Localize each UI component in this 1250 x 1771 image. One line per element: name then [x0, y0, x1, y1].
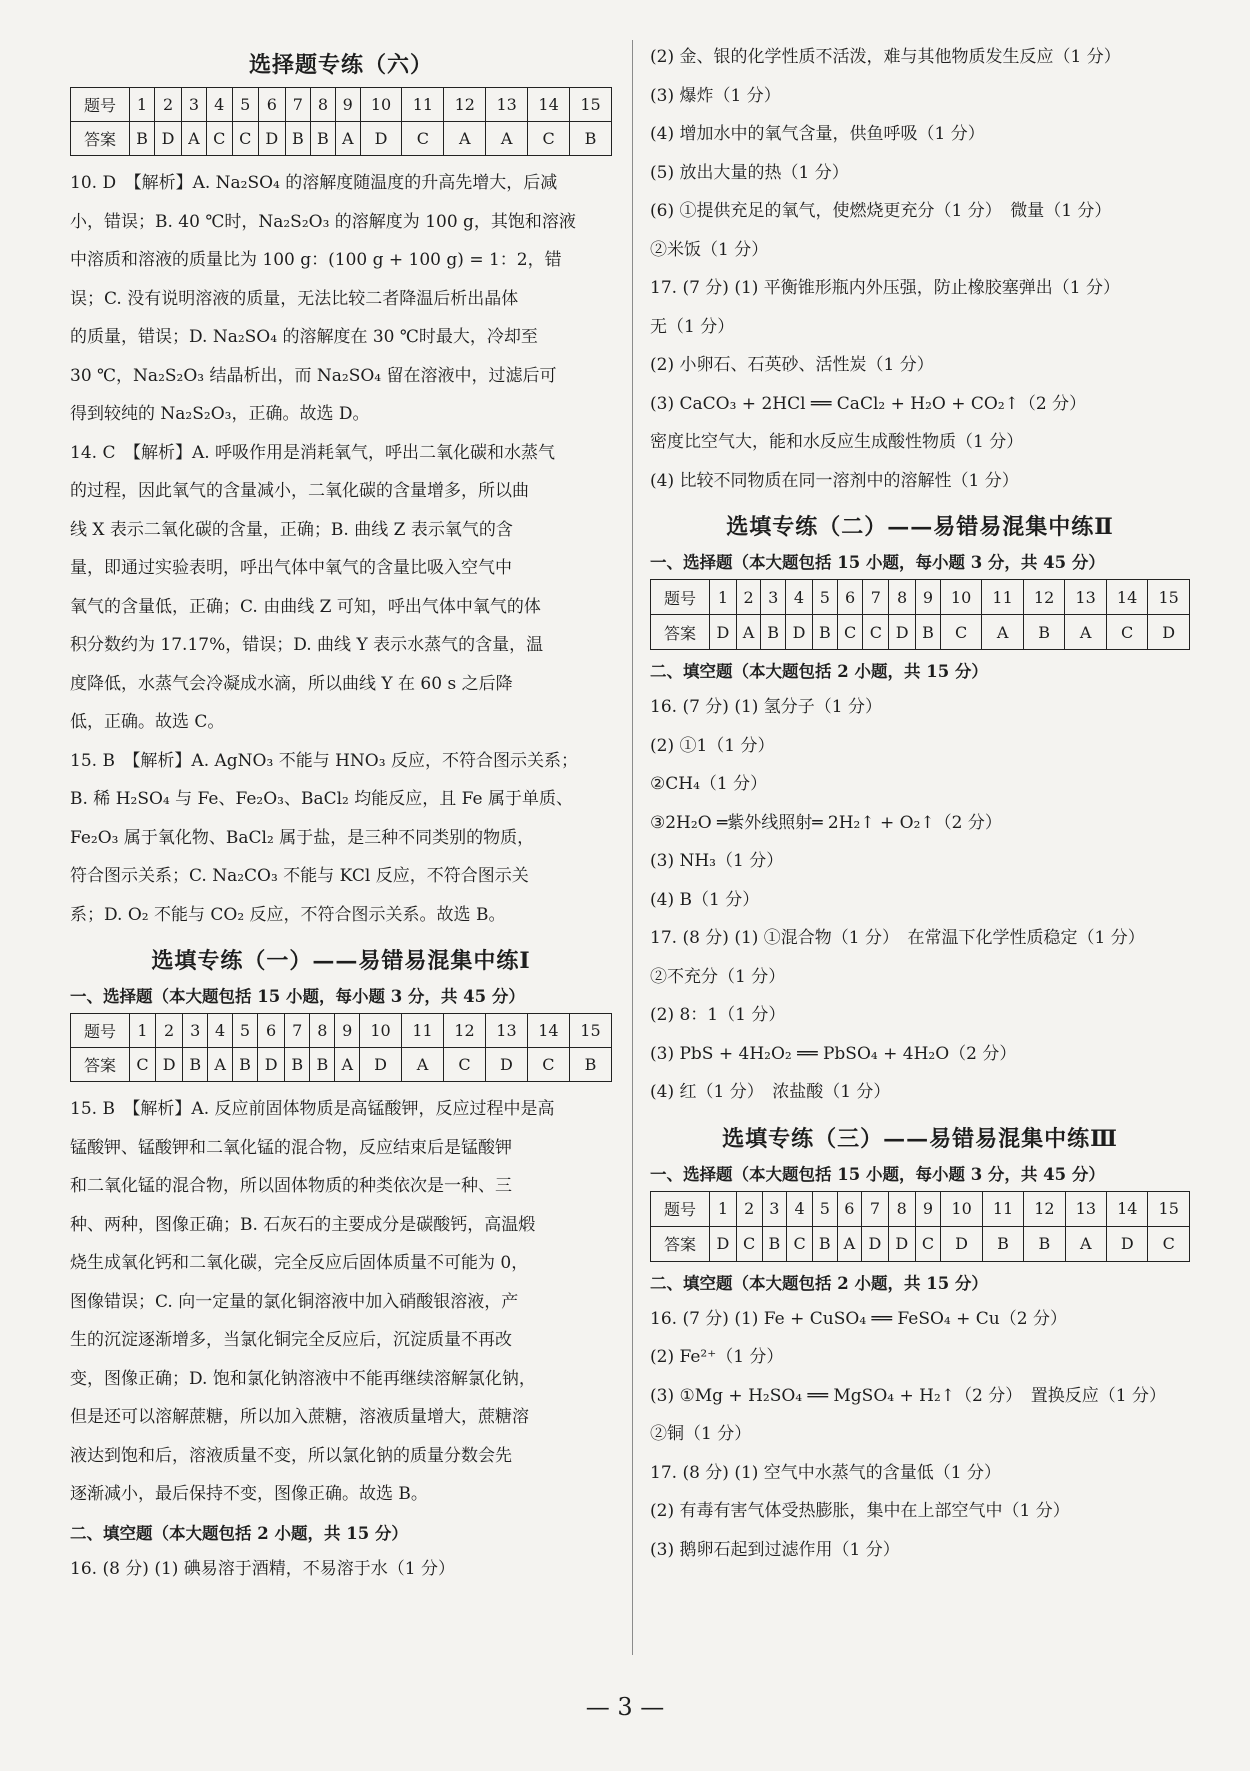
text-line: 低，正确。故选 C。 [70, 712, 225, 732]
answer-cell: B [183, 1048, 208, 1082]
text-line: ②米饭（1 分） [650, 239, 769, 260]
answer-cell: B [761, 615, 786, 650]
answer-cell: D [155, 122, 182, 156]
answer-cell: B [232, 1048, 257, 1082]
question-number-cell: 15 [1148, 1191, 1190, 1226]
answer-cell: D [710, 1226, 737, 1261]
text-line: 小，错误；B. 40 ℃时，Na₂S₂O₃ 的溶解度为 100 g，其饱和溶液 [70, 211, 576, 232]
table-row-answers [651, 1226, 1190, 1261]
text-line: 变，图像正确；D. 饱和氯化钠溶液中不能再继续溶解氯化钠， [70, 1368, 536, 1389]
answer-cell: B [569, 1048, 611, 1082]
answer-cell: A [182, 122, 207, 156]
question-number-cell: 4 [208, 1014, 233, 1048]
question-number-cell: 6 [258, 1014, 285, 1048]
text-line: (2) 金、银的化学性质不活泼，难与其他物质发生反应（1 分） [650, 47, 1121, 67]
text-line: (4) 比较不同物质在同一溶剂中的溶解性（1 分） [650, 470, 1019, 491]
answer-cell: B [570, 122, 612, 156]
question-number-cell: 3 [762, 1191, 787, 1226]
answer-cell: D [156, 1048, 183, 1082]
question-number-cell: 12 [444, 1014, 486, 1048]
question-number-cell: 5 [232, 88, 258, 122]
answer-cell: D [786, 615, 813, 650]
text-line: 10. D 【解析】A. Na₂SO₄ 的溶解度随温度的升高先增大，后减 [70, 173, 558, 193]
question-number-cell: 1 [130, 88, 155, 122]
text-line: (2) 有毒有害气体受热膨胀，集中在上部空气中（1 分） [650, 1501, 1070, 1521]
question-number-cell: 13 [1065, 1191, 1106, 1226]
question-number-cell: 7 [285, 1014, 310, 1048]
question-number-cell: 10 [940, 580, 982, 615]
table-label: 题号 [651, 1191, 710, 1226]
question-number-cell: 7 [862, 1191, 889, 1226]
question-number-cell: 13 [1065, 580, 1107, 615]
question-number-cell: 8 [310, 88, 335, 122]
question-number-cell: 1 [710, 1191, 737, 1226]
text-line: Fe₂O₃ 属于氧化物、BaCl₂ 属于盐，是三种不同类别的物质， [70, 827, 535, 848]
question-number-cell: 15 [569, 1014, 611, 1048]
question-number-cell: 3 [183, 1014, 208, 1048]
text-line: 17. (8 分) (1) 空气中水蒸气的含量低（1 分） [650, 1462, 1002, 1483]
answer-cell: B [1023, 615, 1065, 650]
question-number-cell: 3 [761, 580, 786, 615]
text-line: 30 ℃，Na₂S₂O₃ 结晶析出，而 Na₂SO₄ 留在溶液中，过滤后可 [70, 365, 557, 386]
text-line: 无（1 分） [650, 316, 735, 337]
question-number-cell: 11 [402, 88, 444, 122]
text-line: 度降低，水蒸气会冷凝成水滴，所以曲线 Y 在 60 s 之后降 [70, 673, 513, 694]
answer-cell: A [335, 122, 360, 156]
text-line: 15. B 【解析】A. AgNO₃ 不能与 HNO₃ 反应，不符合图示关系； [70, 750, 578, 771]
question-number-cell: 4 [206, 88, 232, 122]
text-line: (2) Fe²⁺（1 分） [650, 1347, 784, 1367]
table-row-numbers [651, 580, 1190, 615]
answer-cell: D [1148, 615, 1190, 650]
answers-block-2 [650, 688, 1190, 1112]
question-number-cell: 10 [360, 1014, 402, 1048]
answer-cell: A [402, 1048, 444, 1082]
text-line: 15. B 【解析】A. 反应前固体物质是高锰酸钾，反应过程中是高 [70, 1099, 555, 1119]
answer-cell: D [258, 1048, 285, 1082]
text-line: 密度比空气大，能和水反应生成酸性物质（1 分） [650, 432, 1024, 452]
text-line: 17. (8 分) (1) ①混合物（1 分） 在常温下化学性质稳定（1 分） [650, 928, 1145, 948]
question-number-cell: 9 [335, 88, 360, 122]
question-number-cell: 8 [888, 1191, 915, 1226]
section-heading-choice: 一、选择题（本大题包括 15 小题，每小题 3 分，共 45 分） [650, 1164, 1105, 1184]
text-line: 16. (7 分) (1) 氢分子（1 分） [650, 697, 883, 717]
question-number-cell: 11 [982, 580, 1024, 615]
answer-cell: C [1148, 1226, 1190, 1261]
question-number-cell: 5 [812, 580, 837, 615]
q16-answer: 16. (8 分) (1) 碘易溶于酒精，不易溶于水（1 分） [70, 1558, 456, 1579]
answer-cell: D [710, 615, 737, 650]
question-number-cell: 14 [1107, 1191, 1148, 1226]
table-label: 答案 [651, 1226, 710, 1261]
question-number-cell: 12 [1024, 1191, 1065, 1226]
question-number-cell: 11 [982, 1191, 1023, 1226]
answer-cell: B [1024, 1226, 1065, 1261]
answer-cell: A [208, 1048, 233, 1082]
question-number-cell: 9 [335, 1014, 360, 1048]
question-number-cell: 14 [1106, 580, 1148, 615]
question-number-cell: 6 [837, 580, 863, 615]
question-number-cell: 2 [736, 1191, 762, 1226]
section-title-practice-3: 选填专练（三）——易错易混集中练Ⅲ [722, 1125, 1118, 1152]
text-line: (2) ①1（1 分） [650, 735, 775, 756]
text-line: (2) 小卵石、石英砂、活性炭（1 分） [650, 355, 934, 375]
question-number-cell: 11 [402, 1014, 444, 1048]
text-line: 氧气的含量低，正确；C. 由曲线 Z 可知，呼出气体中氧气的体 [70, 596, 541, 617]
answer-cell: C [787, 1226, 813, 1261]
column-divider [632, 40, 633, 1655]
text-line: (3) 爆炸（1 分） [650, 85, 781, 106]
text-line: 烧生成氧化钙和二氧化碳，完全反应后固体质量不可能为 0， [70, 1253, 529, 1273]
q15-explanation [70, 742, 612, 935]
answer-cell: A [982, 615, 1024, 650]
answer-table-4 [650, 1191, 1190, 1262]
answer-cell: C [206, 122, 232, 156]
q14-explanation [70, 434, 612, 742]
text-line: 和二氧化锰的混合物，所以固体物质的种类依次是一种、三 [70, 1176, 512, 1196]
question-number-cell: 15 [570, 88, 612, 122]
question-number-cell: 10 [941, 1191, 982, 1226]
text-line: 符合图示关系；C. Na₂CO₃ 不能与 KCl 反应，不符合图示关 [70, 866, 529, 886]
answer-cell: B [310, 1048, 335, 1082]
answer-cell: C [940, 615, 982, 650]
section-title-choice-6: 选择题专练（六） [248, 52, 433, 78]
question-number-cell: 14 [527, 1014, 569, 1048]
answer-cell: D [889, 615, 916, 650]
question-number-cell: 13 [486, 88, 528, 122]
answer-cell: A [1065, 615, 1107, 650]
text-line: 线 X 表示二氧化碳的含量，正确；B. 曲线 Z 表示氧气的含 [70, 519, 513, 540]
section-heading-fill: 二、填空题（本大题包括 2 小题，共 15 分） [70, 1523, 408, 1543]
q15-explanation-b [70, 1090, 612, 1514]
answer-cell: D [862, 1226, 889, 1261]
right-column [650, 38, 1190, 1569]
question-number-cell: 12 [1023, 580, 1065, 615]
answer-cell: A [335, 1048, 360, 1082]
text-line: (3) 鹅卵石起到过滤作用（1 分） [650, 1539, 900, 1560]
question-number-cell: 8 [889, 580, 916, 615]
answer-cell: D [360, 122, 402, 156]
answer-cell: D [888, 1226, 915, 1261]
text-line: ②CH₄（1 分） [650, 774, 768, 794]
text-line: 中溶质和溶液的质量比为 100 g：(100 g + 100 g) = 1：2，错 [70, 250, 562, 270]
text-line: 逐渐减小，最后保持不变，图像正确。故选 B。 [70, 1484, 428, 1504]
text-line: 17. (7 分) (1) 平衡锥形瓶内外压强，防止橡胶塞弹出（1 分） [650, 278, 1121, 298]
text-line: ③2H₂O ═紫外线照射═ 2H₂↑ + O₂↑（2 分） [650, 812, 1002, 833]
text-line: 的质量，错误；D. Na₂SO₄ 的溶解度在 30 ℃时最大，冷却至 [70, 327, 538, 347]
text-line: 误；C. 没有说明溶液的质量，无法比较二者降温后析出晶体 [70, 288, 519, 309]
answer-cell: D [1107, 1226, 1148, 1261]
answer-cell: D [258, 122, 285, 156]
text-line: 锰酸钾、锰酸钾和二氧化锰的混合物，反应结束后是锰酸钾 [70, 1137, 512, 1158]
answer-cell: B [812, 615, 837, 650]
answer-cell: A [1065, 1226, 1106, 1261]
text-line: (3) PbS + 4H₂O₂ ══ PbSO₄ + 4H₂O（2 分） [650, 1043, 1017, 1064]
answer-cell: B [762, 1226, 787, 1261]
answer-table-2 [70, 1013, 612, 1082]
text-line: (3) NH₃（1 分） [650, 851, 784, 871]
answer-cell: D [360, 1048, 402, 1082]
answer-cell: B [916, 615, 941, 650]
text-line: 生的沉淀逐渐增多，当氯化铜完全反应后，沉淀质量不再改 [70, 1330, 512, 1350]
text-line: 积分数约为 17.17%，错误；D. 曲线 Y 表示水蒸气的含量，温 [70, 635, 544, 655]
text-line: 图像错误；C. 向一定量的氯化铜溶液中加入硝酸银溶液，产 [70, 1291, 519, 1312]
table-label: 答案 [651, 615, 710, 650]
table-label: 题号 [71, 1014, 130, 1048]
question-number-cell: 7 [863, 580, 889, 615]
question-number-cell: 14 [528, 88, 570, 122]
answer-cell: A [837, 1226, 861, 1261]
section-heading-choice: 一、选择题（本大题包括 15 小题，每小题 3 分，共 45 分） [650, 553, 1105, 572]
table-row-answers [71, 1048, 612, 1082]
question-number-cell: 12 [444, 88, 486, 122]
section-heading-fill: 二、填空题（本大题包括 2 小题，共 15 分） [650, 1273, 988, 1293]
section-title-practice-1: 选填专练（一）——易错易混集中练Ⅰ [151, 948, 531, 974]
answer-cell: B [812, 1226, 837, 1261]
answer-cell: D [485, 1048, 527, 1082]
answer-cell: C [528, 122, 570, 156]
question-number-cell: 8 [310, 1014, 335, 1048]
question-number-cell: 9 [915, 1191, 941, 1226]
text-line: ②不充分（1 分） [650, 966, 786, 987]
text-line: (4) 增加水中的氧气含量，供鱼呼吸（1 分） [650, 124, 985, 144]
table-label: 题号 [651, 580, 710, 615]
text-line: 16. (7 分) (1) Fe + CuSO₄ ══ FeSO₄ + Cu（2 分） [650, 1308, 1067, 1329]
text-line: (4) 红（1 分） 浓盐酸（1 分） [650, 1082, 891, 1102]
table-row-answers [651, 615, 1190, 650]
text-line: (3) CaCO₃ + 2HCl ══ CaCl₂ + H₂O + CO₂↑（2 分） [650, 393, 1087, 414]
text-line: (6) ①提供充足的氧气，使燃烧更充分（1 分） 微量（1 分） [650, 201, 1112, 221]
text-line: 但是还可以溶解蔗糖，所以加入蔗糖，溶液质量增大，蔗糖溶 [70, 1407, 529, 1427]
question-number-cell: 2 [156, 1014, 183, 1048]
question-number-cell: 2 [736, 580, 760, 615]
answer-cell: C [736, 1226, 762, 1261]
text-line: 的过程，因此氧气的含量减小，二氧化碳的含量增多，所以曲 [70, 481, 529, 501]
answer-table-1 [70, 87, 612, 156]
text-line: (4) B（1 分） [650, 889, 760, 910]
answer-cell: C [130, 1048, 156, 1082]
text-line: (5) 放出大量的热（1 分） [650, 162, 849, 183]
answer-cell: C [527, 1048, 569, 1082]
question-number-cell: 2 [155, 88, 182, 122]
question-number-cell: 13 [485, 1014, 527, 1048]
table-label: 题号 [71, 88, 130, 122]
text-line: 量，即通过实验表明，呼出气体中氧气的含量比吸入空气中 [70, 558, 512, 578]
answers-block-3 [650, 1300, 1190, 1570]
text-line: 种、两种，图像正确；B. 石灰石的主要成分是碳酸钙，高温煅 [70, 1214, 536, 1235]
question-number-cell: 4 [786, 580, 813, 615]
question-number-cell: 1 [710, 580, 737, 615]
table-row-answers [71, 122, 612, 156]
answer-cell: C [232, 122, 258, 156]
question-number-cell: 5 [232, 1014, 257, 1048]
text-line: B. 稀 H₂SO₄ 与 Fe、Fe₂O₃、BaCl₂ 均能反应，且 Fe 属于单质、 [70, 789, 573, 809]
answer-cell: B [285, 122, 310, 156]
question-number-cell: 15 [1148, 580, 1190, 615]
answer-cell: C [863, 615, 889, 650]
text-line: 得到较纯的 Na₂S₂O₃，正确。故选 D。 [70, 404, 370, 424]
question-number-cell: 4 [787, 1191, 813, 1226]
answer-cell: B [310, 122, 335, 156]
answer-cell: B [130, 122, 155, 156]
section-heading-choice: 一、选择题（本大题包括 15 小题，每小题 3 分，共 45 分） [70, 987, 525, 1006]
table-row-numbers [71, 1014, 612, 1048]
answer-cell: C [915, 1226, 941, 1261]
answer-cell: C [837, 615, 863, 650]
answer-cell: A [736, 615, 760, 650]
question-number-cell: 9 [916, 580, 941, 615]
answer-cell: C [402, 122, 444, 156]
table-label: 答案 [71, 1048, 130, 1082]
text-line: 14. C 【解析】A. 呼吸作用是消耗氧气，呼出二氧化碳和水蒸气 [70, 442, 556, 463]
table-row-numbers [71, 88, 612, 122]
section-title-practice-2: 选填专练（二）——易错易混集中练Ⅱ [726, 514, 1114, 540]
text-line: (2) 8：1（1 分） [650, 1005, 786, 1025]
answer-cell: A [486, 122, 528, 156]
table-label: 答案 [71, 122, 130, 156]
section-heading-fill: 二、填空题（本大题包括 2 小题，共 15 分） [650, 662, 988, 681]
page-number: — 3 — [585, 1693, 665, 1721]
table-row-numbers [651, 1191, 1190, 1226]
question-number-cell: 7 [285, 88, 310, 122]
text-line: 系；D. O₂ 不能与 CO₂ 反应，不符合图示关系。故选 B。 [70, 904, 506, 925]
text-line: 液达到饱和后，溶液质量不变，所以氯化钠的质量分数会先 [70, 1445, 512, 1466]
question-number-cell: 6 [258, 88, 285, 122]
question-number-cell: 3 [182, 88, 207, 122]
answer-cell: B [285, 1048, 310, 1082]
answers-block-1 [650, 38, 1190, 500]
q10-explanation [70, 164, 612, 434]
left-column [70, 38, 612, 1588]
question-number-cell: 10 [360, 88, 402, 122]
text-line: ②铜（1 分） [650, 1424, 752, 1444]
answer-cell: A [444, 122, 486, 156]
answer-cell: C [444, 1048, 486, 1082]
question-number-cell: 5 [812, 1191, 837, 1226]
question-number-cell: 1 [130, 1014, 156, 1048]
answer-cell: B [982, 1226, 1023, 1261]
question-number-cell: 6 [837, 1191, 861, 1226]
text-line: (3) ①Mg + H₂SO₄ ══ MgSO₄ + H₂↑（2 分） 置换反应（1 分） [650, 1385, 1166, 1406]
answer-cell: C [1106, 615, 1148, 650]
answer-cell: D [941, 1226, 982, 1261]
answer-table-3 [650, 579, 1190, 650]
